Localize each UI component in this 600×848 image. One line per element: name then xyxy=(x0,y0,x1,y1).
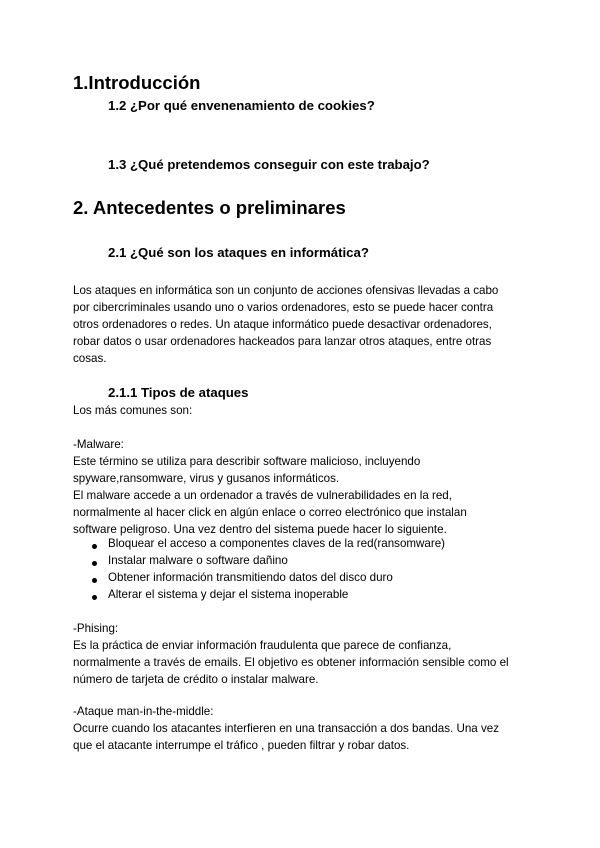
mitm-line: que el atacante interrumpe el tráfico , pueden filtrar y robar datos. xyxy=(73,739,410,752)
malware-line: El malware accede a un ordenador a través de vulnerabilidades en la red, xyxy=(73,489,452,502)
phishing-label: -Phising: xyxy=(73,622,119,635)
malware-bullet-item: Obtener información transmitiendo datos del disco duro xyxy=(108,571,393,584)
heading-goal: 1.3 ¿Qué pretendemos conseguir con este trabajo? xyxy=(108,157,430,172)
malware-line: spyware,ransomware, virus y gusanos informáticos. xyxy=(73,472,340,485)
attacks-paragraph-line: cosas. xyxy=(73,352,107,365)
malware-bullet-item: Bloquear el acceso a componentes claves de la red(ransomware) xyxy=(108,537,446,550)
heading-background: 2. Antecedentes o preliminares xyxy=(73,197,346,218)
bullet-icon xyxy=(92,595,97,600)
mitm-label: -Ataque man-in-the-middle: xyxy=(73,705,214,718)
malware-bullet-item: Alterar el sistema y dejar el sistema inoperable xyxy=(108,588,349,601)
bullet-icon xyxy=(92,561,97,566)
attacks-paragraph-line: otros ordenadores o redes. Un ataque informático puede desactivar ordenadores, xyxy=(73,318,492,331)
heading-why-cookies: 1.2 ¿Por qué envenenamiento de cookies? xyxy=(108,98,375,113)
malware-line: Este término se utiliza para describir software malicioso, incluyendo xyxy=(73,455,421,468)
heading-introduction: 1.Introducción xyxy=(73,72,201,93)
mitm-line: Ocurre cuando los atacantes interfieren en una transacción a dos bandas. Una vez xyxy=(73,722,500,735)
bullet-icon xyxy=(92,578,97,583)
attacks-paragraph-line: Los ataques en informática son un conjunto de acciones ofensivas llevadas a cabo xyxy=(73,284,499,297)
phishing-line: número de tarjeta de crédito o instalar malware. xyxy=(73,673,319,686)
common-intro: Los más comunes son: xyxy=(73,404,193,417)
heading-attack-types: 2.1.1 Tipos de ataques xyxy=(108,385,249,400)
bullet-icon xyxy=(92,544,97,549)
malware-line: software peligroso. Una vez dentro del sistema puede hacer lo siguiente. xyxy=(73,523,447,536)
phishing-line: Es la práctica de enviar información fraudulenta que parece de confianza, xyxy=(73,639,452,652)
malware-label: -Malware: xyxy=(73,438,124,451)
malware-line: normalmente al hacer click en algún enlace o correo electrónico que instalan xyxy=(73,506,467,519)
attacks-paragraph-line: robar datos o usar ordenadores hackeados para lanzar otros ataques, entre otras xyxy=(73,335,492,348)
heading-what-attacks: 2.1 ¿Qué son los ataques en informática? xyxy=(108,245,369,260)
phishing-line: normalmente a través de emails. El objetivo es obtener información sensible como el xyxy=(73,656,509,669)
malware-bullet-item: Instalar malware o software dañino xyxy=(108,554,288,567)
attacks-paragraph-line: por cibercriminales usando uno o varios ordenadores, esto se puede hacer contra xyxy=(73,301,494,314)
